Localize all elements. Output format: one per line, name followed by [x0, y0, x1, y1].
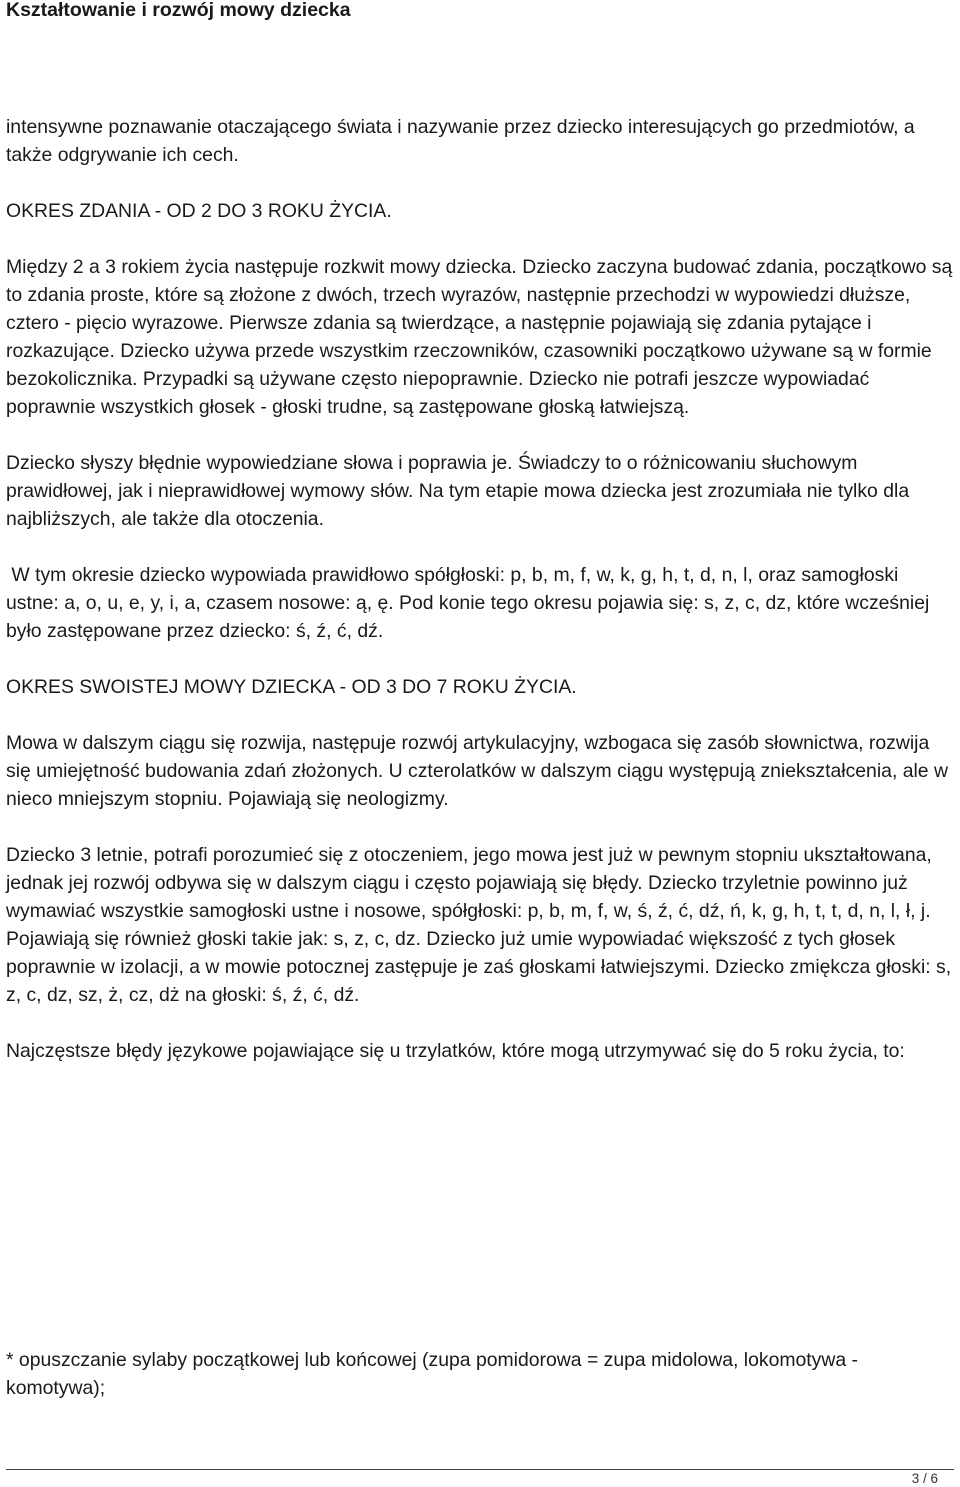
paragraph-bledy-jezykowe: Najczęstsze błędy językowe pojawiające się u trzylatków, które mogą utrzymywać się do 5 roku życia, to: [6, 1040, 905, 1062]
paragraph-slyszenie: Dziecko słyszy błędnie wypowiedziane słowa i poprawia je. Świadczy to o różnicowaniu słuchowym prawidłowej, jak i nieprawidłowej wymowy słów. Na tym etapie mowa dziecka jest zrozumiała nie tylko dla najbliższych, ale także dla otoczenia. [6, 452, 910, 530]
list-item: * opuszczanie sylaby początkowej lub końcowej (zupa pomidorowa = zupa midolowa, lokomotywa - komotywa); [6, 1349, 859, 1399]
footer-divider [6, 1469, 954, 1470]
paragraph-spolgloski: W tym okresie dziecko wypowiada prawidłowo spółgłoski: p, b, m, f, w, k, g, h, t, d, n, l, oraz samogłoski ustne: a, o, u, e, y, i, a, czasem nosowe: ą, ę. Pod konie tego okresu pojawia się: s, z, c, dz, które wcześniej było zastępowane przez dziecko: ś, ź, ć, dź. [6, 564, 935, 642]
document-title: Kształtowanie i rozwój mowy dziecka [6, 0, 351, 21]
paragraph-trzylatek: Dziecko 3 letnie, potrafi porozumieć się z otoczeniem, jego mowa jest już w pewnym stopniu ukształtowana, jednak jej rozwój odbywa się w dalszym ciągu i często pojawiają się błędy. Dziecko trzyletnie powinno już wymawiać wszystkie samogłoski ustne i nosowe, spółgłoski: p, b, m, f, w, ś, ź, ć, dź, ń, k, g, h, t, t, d, n, l, ł, j. Pojawiają się również głoski takie jak: s, z, c, dz. Dziecko już umie wypowiadać większość z tych głosek poprawnie w izolacji, a w mowie potocznej zastępuje je zaś głoskami łatwiejszymi. Dziecko zmiękcza głoski: s, z, c, dz, sz, ż, cz, dż na głoski: ś, ź, ć, dź. [6, 844, 952, 1006]
section-heading-okres-zdania: OKRES ZDANIA - OD 2 DO 3 ROKU ŻYCIA. [6, 200, 392, 222]
document-body [6, 113, 954, 1065]
page-number: 3 / 6 [911, 1471, 938, 1486]
paragraph-okres-zdania: Między 2 a 3 rokiem życia następuje rozkwit mowy dziecka. Dziecko zaczyna budować zdania, początkowo są to zdania proste, które są złożone z dwóch, trzech wyrazów, następnie przechodzi w wypowiedzi dłuższe, cztero - pięcio wyrazowe. Pierwsze zdania są twierdzące, a następnie pojawiają się zdania pytające i rozkazujące. Dziecko używa przede wszystkim rzeczowników, czasowniki początkowo używane są w formie bezokolicznika. Przypadki są używane często niepoprawnie. Dziecko nie potrafi jeszcze wypowiadać poprawnie wszystkich głosek - głoski trudne, są zastępowane głoską łatwiejszą. [6, 256, 953, 418]
section-heading-swoista-mowa: OKRES SWOISTEJ MOWY DZIECKA - OD 3 DO 7 ROKU ŻYCIA. [6, 676, 577, 698]
paragraph-intro: intensywne poznawanie otaczającego świata i nazywanie przez dziecko interesujących go przedmiotów, a także odgrywanie ich cech. [6, 116, 915, 166]
paragraph-rozwoj-mowy: Mowa w dalszym ciągu się rozwija, następuje rozwój artykulacyjny, wzbogaca się zasób słownictwa, rozwija się umiejętność budowania zdań złożonych. U czterolatków w dalszym ciągu występują zniekształcenia, ale w nieco mniejszym stopniu. Pojawiają się neologizmy. [6, 732, 948, 810]
